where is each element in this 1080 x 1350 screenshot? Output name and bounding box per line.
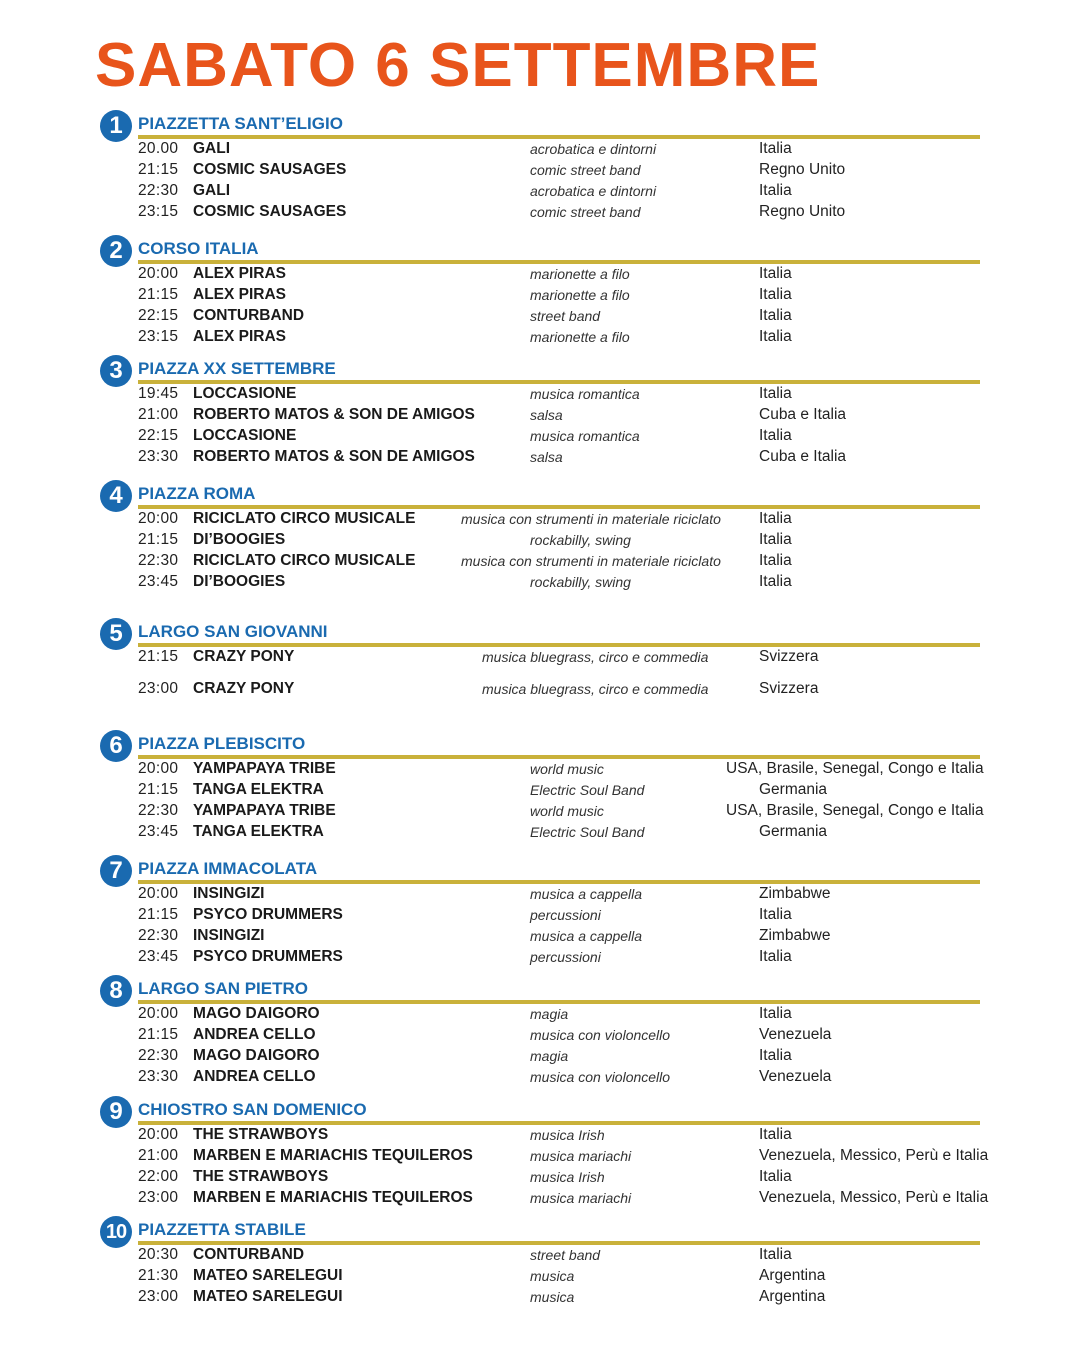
show-genre: musica Irish	[530, 1127, 605, 1143]
show-genre: percussioni	[530, 907, 601, 923]
show-row	[100, 823, 1000, 844]
venue-section	[100, 1096, 990, 1206]
show-time: 22:30	[138, 182, 179, 199]
venue-header	[100, 110, 990, 140]
show-time: 20:00	[138, 265, 179, 282]
venue-name: PIAZZA ROMA	[138, 484, 256, 503]
act-country: Germania	[759, 823, 828, 840]
venue-divider	[138, 135, 980, 139]
act-country: Italia	[759, 182, 792, 199]
act-name: INSINGIZI	[193, 927, 265, 944]
show-row	[100, 927, 1000, 948]
show-row	[100, 1005, 1000, 1026]
show-row	[100, 885, 1000, 906]
act-name: THE STRAWBOYS	[193, 1168, 329, 1185]
venue-number-badge: 9	[100, 1096, 132, 1128]
show-row	[100, 1267, 1000, 1288]
venue-header	[100, 975, 990, 1005]
act-name: TANGA ELEKTRA	[193, 823, 324, 840]
show-row	[100, 1189, 1000, 1210]
show-genre: world music	[530, 803, 604, 819]
act-country: Italia	[759, 1168, 792, 1185]
show-genre: salsa	[530, 449, 563, 465]
venue-section	[100, 618, 990, 697]
show-row	[100, 1168, 1000, 1189]
show-time: 22:30	[138, 552, 179, 569]
act-country: Regno Unito	[759, 161, 846, 178]
show-time: 21:30	[138, 1267, 179, 1284]
show-row	[100, 203, 1000, 224]
venue-header	[100, 618, 990, 648]
show-row	[100, 648, 1000, 669]
page-title: SABATO 6 SETTEMBRE	[95, 31, 821, 100]
show-row	[100, 385, 1000, 406]
venue-number-badge: 8	[100, 975, 132, 1007]
act-name: ALEX PIRAS	[193, 265, 287, 282]
venue-name: CHIOSTRO SAN DOMENICO	[138, 1100, 367, 1119]
show-row	[100, 760, 1000, 781]
act-name: CRAZY PONY	[193, 648, 295, 665]
act-country: Venezuela, Messico, Perù e Italia	[759, 1189, 989, 1206]
show-row	[100, 510, 1000, 531]
venue-divider	[138, 505, 980, 509]
show-time: 20:00	[138, 1126, 179, 1143]
show-genre: percussioni	[530, 949, 601, 965]
show-time: 23:15	[138, 203, 179, 220]
act-country: Italia	[759, 1047, 792, 1064]
act-name: CONTURBAND	[193, 1246, 305, 1263]
show-time: 20:00	[138, 1005, 179, 1022]
act-country: Italia	[759, 265, 792, 282]
show-genre: musica a cappella	[530, 928, 643, 944]
act-name: PSYCO DRUMMERS	[193, 948, 343, 965]
venue-name: LARGO SAN GIOVANNI	[138, 622, 328, 641]
show-genre: world music	[530, 761, 604, 777]
show-row	[100, 1126, 1000, 1147]
act-name: RICICLATO CIRCO MUSICALE	[193, 552, 416, 569]
show-time: 23:30	[138, 1068, 179, 1085]
venue-number-badge: 6	[100, 730, 132, 762]
show-row	[100, 1147, 1000, 1168]
show-genre: musica	[530, 1268, 575, 1284]
show-genre: comic street band	[530, 162, 641, 178]
venue-header	[100, 355, 990, 385]
venue-header	[100, 855, 990, 885]
venue-name: CORSO ITALIA	[138, 239, 259, 258]
act-country: Cuba e Italia	[759, 448, 847, 465]
act-name: ALEX PIRAS	[193, 286, 287, 303]
show-genre: marionette a filo	[530, 266, 630, 282]
venue-number-badge: 5	[100, 618, 132, 650]
venue-name: LARGO SAN PIETRO	[138, 979, 309, 998]
act-country: Italia	[759, 1005, 792, 1022]
show-time: 20:00	[138, 885, 179, 902]
act-country: Italia	[759, 948, 792, 965]
show-time: 21:15	[138, 648, 179, 665]
act-country: Italia	[759, 1246, 792, 1263]
act-country: Italia	[759, 140, 792, 157]
act-country: Svizzera	[759, 680, 819, 697]
show-row	[100, 182, 1000, 203]
venue-divider	[138, 1121, 980, 1125]
act-name: LOCCASIONE	[193, 427, 297, 444]
venue-section	[100, 1216, 990, 1305]
venue-section	[100, 110, 990, 220]
show-genre: musica con strumenti in materiale riciclato	[461, 511, 721, 527]
show-time: 20:00	[138, 510, 179, 527]
show-time: 21:00	[138, 1147, 179, 1164]
act-country: Venezuela, Messico, Perù e Italia	[759, 1147, 989, 1164]
show-time: 21:00	[138, 406, 179, 423]
show-genre: musica	[530, 1289, 575, 1305]
show-genre: salsa	[530, 407, 563, 423]
act-name: ROBERTO MATOS & SON DE AMIGOS	[193, 406, 475, 423]
show-row	[100, 802, 1000, 823]
show-time: 21:15	[138, 781, 179, 798]
show-row	[100, 1026, 1000, 1047]
venue-header	[100, 730, 990, 760]
show-time: 23:45	[138, 948, 179, 965]
act-country: Regno Unito	[759, 203, 846, 220]
act-country: USA, Brasile, Senegal, Congo e Italia	[726, 802, 984, 819]
act-country: Italia	[759, 552, 792, 569]
show-genre: musica romantica	[530, 428, 640, 444]
show-time: 23:00	[138, 1189, 179, 1206]
show-genre: Electric Soul Band	[530, 782, 645, 798]
show-row	[100, 427, 1000, 448]
act-name: CONTURBAND	[193, 307, 305, 324]
show-genre: musica con violoncello	[530, 1069, 671, 1085]
show-genre: musica romantica	[530, 386, 640, 402]
act-country: Argentina	[759, 1288, 826, 1305]
act-name: MAGO DAIGORO	[193, 1005, 320, 1022]
act-country: Italia	[759, 573, 792, 590]
venue-section	[100, 855, 990, 965]
show-time: 22:30	[138, 802, 179, 819]
show-genre: rockabilly, swing	[530, 574, 631, 590]
show-row	[100, 1246, 1000, 1267]
act-name: MATEO SARELEGUI	[193, 1288, 343, 1305]
venue-section	[100, 235, 990, 345]
show-time: 21:15	[138, 286, 179, 303]
venue-divider	[138, 260, 980, 264]
venue-header	[100, 235, 990, 265]
show-row	[100, 680, 1000, 701]
show-time: 21:15	[138, 531, 179, 548]
venue-number-badge: 3	[100, 355, 132, 387]
venue-header	[100, 1216, 990, 1246]
show-genre: musica bluegrass, circo e commedia	[482, 649, 709, 665]
show-row	[100, 161, 1000, 182]
act-country: Svizzera	[759, 648, 819, 665]
show-genre: musica con strumenti in materiale riciclato	[461, 553, 721, 569]
show-row	[100, 531, 1000, 552]
act-name: ROBERTO MATOS & SON DE AMIGOS	[193, 448, 475, 465]
venue-divider	[138, 1000, 980, 1004]
act-name: ANDREA CELLO	[193, 1068, 316, 1085]
act-name: DI’BOOGIES	[193, 531, 286, 548]
venue-section	[100, 975, 990, 1085]
act-name: INSINGIZI	[193, 885, 265, 902]
venue-name: PIAZZA XX SETTEMBRE	[138, 359, 336, 378]
show-row	[100, 573, 1000, 594]
act-country: Italia	[759, 906, 792, 923]
show-row	[100, 406, 1000, 427]
act-country: Italia	[759, 385, 792, 402]
show-time: 22:00	[138, 1168, 179, 1185]
show-time: 23:00	[138, 680, 179, 697]
show-genre: rockabilly, swing	[530, 532, 631, 548]
show-time: 20.00	[138, 140, 179, 157]
act-country: Italia	[759, 531, 792, 548]
act-name: COSMIC SAUSAGES	[193, 203, 347, 220]
act-country: Venezuela	[759, 1068, 832, 1085]
show-time: 21:15	[138, 906, 179, 923]
show-genre: musica mariachi	[530, 1148, 632, 1164]
venue-divider	[138, 380, 980, 384]
act-name: GALI	[193, 182, 231, 199]
show-time: 23:15	[138, 328, 179, 345]
venue-name: PIAZZETTA SANT’ELIGIO	[138, 114, 343, 133]
show-genre: street band	[530, 308, 601, 324]
act-country: Venezuela	[759, 1026, 832, 1043]
act-name: LOCCASIONE	[193, 385, 297, 402]
venue-section	[100, 730, 990, 840]
act-country: Zimbabwe	[759, 885, 831, 902]
show-time: 22:15	[138, 307, 179, 324]
show-time: 20:00	[138, 760, 179, 777]
show-time: 23:45	[138, 573, 179, 590]
show-time: 22:30	[138, 927, 179, 944]
venue-divider	[138, 1241, 980, 1245]
act-country: Italia	[759, 307, 792, 324]
show-genre: musica Irish	[530, 1169, 605, 1185]
act-name: CRAZY PONY	[193, 680, 295, 697]
venue-number-badge: 7	[100, 855, 132, 887]
show-genre: comic street band	[530, 204, 641, 220]
show-row	[100, 448, 1000, 469]
show-row	[100, 265, 1000, 286]
show-time: 22:30	[138, 1047, 179, 1064]
show-time: 23:30	[138, 448, 179, 465]
act-country: Germania	[759, 781, 828, 798]
act-country: Italia	[759, 427, 792, 444]
venue-number-badge: 10	[100, 1216, 132, 1248]
show-row	[100, 328, 1000, 349]
show-row	[100, 1047, 1000, 1068]
show-time: 20:30	[138, 1246, 179, 1263]
act-name: TANGA ELEKTRA	[193, 781, 324, 798]
venue-section	[100, 355, 990, 465]
show-row	[100, 948, 1000, 969]
act-name: YAMPAPAYA TRIBE	[193, 802, 336, 819]
venue-divider	[138, 755, 980, 759]
venue-divider	[138, 880, 980, 884]
act-name: MATEO SARELEGUI	[193, 1267, 343, 1284]
act-name: RICICLATO CIRCO MUSICALE	[193, 510, 416, 527]
show-row	[100, 307, 1000, 328]
act-name: YAMPAPAYA TRIBE	[193, 760, 336, 777]
venue-number-badge: 1	[100, 110, 132, 142]
act-name: THE STRAWBOYS	[193, 1126, 329, 1143]
act-country: USA, Brasile, Senegal, Congo e Italia	[726, 760, 984, 777]
venue-name: PIAZZA IMMACOLATA	[138, 859, 318, 878]
act-name: MAGO DAIGORO	[193, 1047, 320, 1064]
act-country: Cuba e Italia	[759, 406, 847, 423]
venue-header	[100, 480, 990, 510]
show-genre: acrobatica e dintorni	[530, 141, 657, 157]
venue-divider	[138, 643, 980, 647]
show-time: 21:15	[138, 1026, 179, 1043]
show-genre: musica bluegrass, circo e commedia	[482, 681, 709, 697]
show-genre: marionette a filo	[530, 287, 630, 303]
show-genre: musica a cappella	[530, 886, 643, 902]
venue-name: PIAZZA PLEBISCITO	[138, 734, 306, 753]
act-name: DI’BOOGIES	[193, 573, 286, 590]
venue-name: PIAZZETTA STABILE	[138, 1220, 306, 1239]
show-genre: street band	[530, 1247, 601, 1263]
show-time: 21:15	[138, 161, 179, 178]
show-genre: musica con violoncello	[530, 1027, 671, 1043]
venue-number-badge: 4	[100, 480, 132, 512]
show-time: 23:45	[138, 823, 179, 840]
act-name: MARBEN E MARIACHIS TEQUILEROS	[193, 1147, 473, 1164]
show-time: 23:00	[138, 1288, 179, 1305]
venue-number-badge: 2	[100, 235, 132, 267]
act-name: ALEX PIRAS	[193, 328, 287, 345]
show-genre: Electric Soul Band	[530, 824, 645, 840]
show-genre: musica mariachi	[530, 1190, 632, 1206]
show-genre: marionette a filo	[530, 329, 630, 345]
act-country: Zimbabwe	[759, 927, 831, 944]
show-time: 19:45	[138, 385, 179, 402]
act-name: ANDREA CELLO	[193, 1026, 316, 1043]
act-country: Italia	[759, 328, 792, 345]
show-row	[100, 906, 1000, 927]
venue-section	[100, 480, 990, 590]
show-row	[100, 1288, 1000, 1309]
show-time: 22:15	[138, 427, 179, 444]
act-country: Italia	[759, 510, 792, 527]
show-row	[100, 552, 1000, 573]
act-country: Italia	[759, 286, 792, 303]
venue-header	[100, 1096, 990, 1126]
show-row	[100, 140, 1000, 161]
act-country: Argentina	[759, 1267, 826, 1284]
show-genre: magia	[530, 1048, 569, 1064]
act-name: GALI	[193, 140, 231, 157]
act-name: PSYCO DRUMMERS	[193, 906, 343, 923]
show-row	[100, 1068, 1000, 1089]
act-country: Italia	[759, 1126, 792, 1143]
show-row	[100, 286, 1000, 307]
show-genre: acrobatica e dintorni	[530, 183, 657, 199]
act-name: MARBEN E MARIACHIS TEQUILEROS	[193, 1189, 473, 1206]
act-name: COSMIC SAUSAGES	[193, 161, 347, 178]
show-genre: magia	[530, 1006, 569, 1022]
show-row	[100, 781, 1000, 802]
